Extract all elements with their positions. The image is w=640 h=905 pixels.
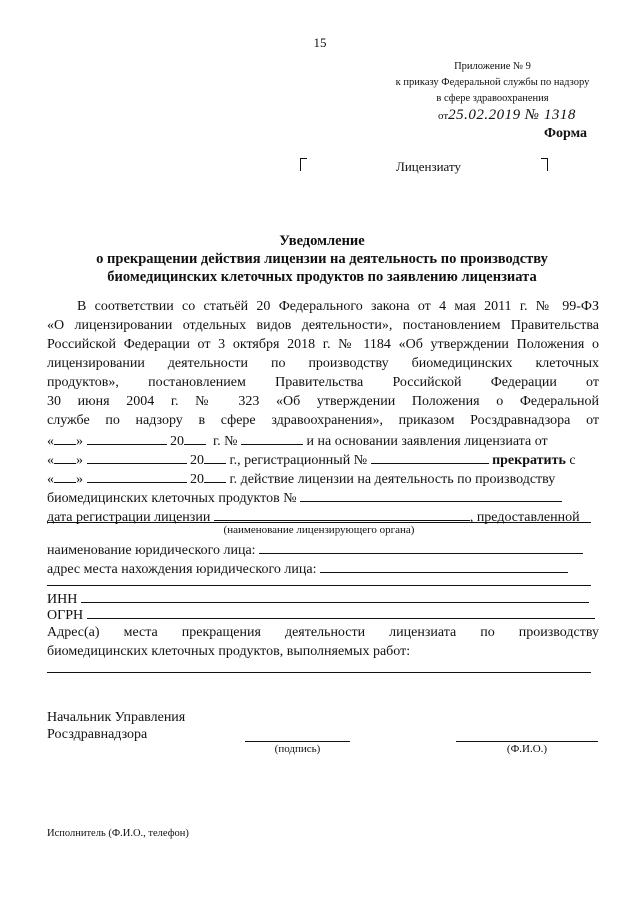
legal-name-field[interactable] (259, 540, 583, 554)
license-date-label: дата регистрации лицензии (47, 510, 211, 525)
body-line-6: 30 июня 2004 г. № 323 «Об утверждении Положения о Федеральной (47, 394, 599, 409)
activity-address-line-1: Адрес(а) места прекращения деятельности лицензиата по производству (47, 625, 599, 640)
year-field[interactable] (204, 469, 226, 483)
appendix-line-1: Приложение № 9 (454, 61, 531, 72)
year-prefix: 20 (170, 434, 184, 449)
month-field[interactable] (87, 450, 187, 464)
body-line-11 (47, 488, 599, 507)
appendix-line-3: в сфере здравоохранения (436, 93, 549, 104)
page-number: 15 (313, 35, 327, 50)
body-line-7: службе по надзору в сфере здравоохранения», приказом Росздравнадзора от (47, 413, 599, 428)
address-field-continuation[interactable] (47, 585, 591, 586)
body-line-10-text: г. действие лицензии на деятельность по производству (229, 472, 556, 487)
body-line-5: продуктов», постановлением Правительства Российской Федерации от (47, 375, 599, 390)
registration-number-field[interactable] (371, 450, 489, 464)
form-label: Форма (544, 126, 588, 141)
year-prefix: 20 (190, 453, 204, 468)
day-field[interactable] (54, 450, 76, 464)
executor-note: Исполнитель (Ф.И.О., телефон) (47, 828, 189, 839)
full-name-caption: (Ф.И.О.) (506, 743, 548, 755)
quote-close: » (76, 453, 83, 468)
quote-close: » (76, 434, 83, 449)
signer-role-2: Росздравнадзора (47, 727, 148, 742)
addressee-corner-right (541, 158, 548, 171)
inn-field[interactable] (81, 589, 589, 603)
doc-subtitle-1: о прекращении действия лицензии на деятельность по производству (96, 251, 548, 267)
full-name-field[interactable] (456, 741, 598, 742)
legal-name-row (47, 540, 599, 559)
year-field[interactable] (204, 450, 226, 464)
inn-label: ИНН (47, 592, 78, 607)
signature-caption: (подпись) (274, 743, 321, 755)
quote-open: « (47, 453, 54, 468)
signer-role-1: Начальник Управления (47, 710, 186, 725)
year-prefix: 20 (190, 472, 204, 487)
organ-caption: (наименование лицензирующего органа) (223, 524, 415, 536)
registration-label: г., регистрационный № (229, 453, 368, 468)
quote-close: » (76, 472, 83, 487)
ogrn-row (47, 605, 599, 624)
body-line-2: «О лицензировании отдельных видов деятельности», постановлением Правительства (47, 318, 599, 333)
appendix-line-2: к приказу Федеральной службы по надзору (395, 77, 590, 88)
ogrn-field[interactable] (87, 605, 595, 619)
quote-open: « (47, 434, 54, 449)
signature-field[interactable] (245, 741, 350, 742)
order-date-prefix: от (438, 110, 449, 122)
activity-address-field[interactable] (47, 672, 591, 673)
day-field[interactable] (54, 431, 76, 445)
body-line-8-text: и на основании заявления лицензиата от (306, 434, 548, 449)
order-number-label: г. № (213, 434, 238, 449)
activity-address-line-2: биомедицинских клеточных продуктов, выполняемых работ: (47, 644, 411, 659)
body-line-1: В соответствии со статьёй 20 Федерального закона от 4 мая 2011 г. № 99-ФЗ (77, 299, 599, 314)
body-line-3: Российской Федерации от 3 октября 2018 г. № 1184 «Об утверждении Положения о (47, 337, 599, 352)
from-word: с (569, 453, 576, 468)
terminate-word: прекратить (492, 453, 566, 468)
order-number-field[interactable] (241, 431, 303, 445)
quote-open: « (47, 472, 54, 487)
body-line-10 (47, 469, 599, 488)
address-row (47, 559, 599, 578)
doc-subtitle-2: биомедицинских клеточных продуктов по заявлению лицензиата (107, 269, 537, 285)
body-line-4: лицензировании деятельности по производству биомедицинских клеточных (47, 356, 599, 371)
doc-title: Уведомление (279, 233, 365, 249)
body-line-9 (47, 450, 599, 469)
license-number-field[interactable] (300, 488, 562, 502)
month-field[interactable] (87, 469, 187, 483)
order-date-handwritten: 25.02.2019 № 1318 (448, 107, 576, 123)
organ-field[interactable] (47, 522, 591, 523)
day-field[interactable] (54, 469, 76, 483)
year-field[interactable] (184, 431, 206, 445)
license-date-field[interactable] (214, 507, 470, 521)
address-field[interactable] (320, 559, 568, 573)
license-number-label: биомедицинских клеточных продуктов № (47, 491, 297, 506)
addressee: Лицензиату (396, 159, 461, 174)
order-date (438, 107, 576, 124)
legal-name-label: наименование юридического лица: (47, 543, 256, 558)
addressee-corner-left (300, 158, 307, 171)
month-field[interactable] (87, 431, 167, 445)
address-label: адрес места нахождения юридического лица: (47, 562, 317, 577)
ogrn-label: ОГРН (47, 608, 84, 623)
granted-word: , предоставленной (469, 510, 580, 525)
body-line-8 (47, 431, 599, 450)
